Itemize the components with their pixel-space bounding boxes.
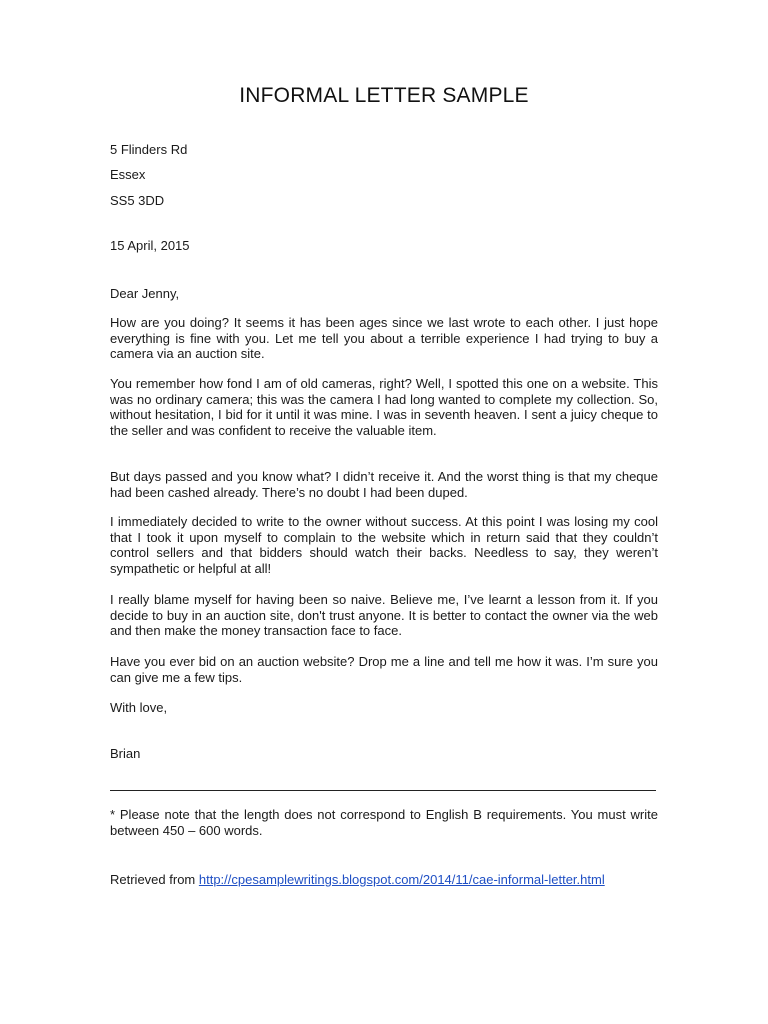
length-note: * Please note that the length does not correspond to English B requirements. You must write between 450 – 600 words.: [110, 807, 658, 838]
body-paragraph-3: But days passed and you know what? I didn’t receive it. And the worst thing is that my cheque had been cashed already. There’s no doubt I had been duped.: [110, 469, 658, 500]
body-paragraph-4: I immediately decided to write to the owner without success. At this point I was losing my cool that I took it upon myself to complain to the website which in return said that they couldn’t control sellers and that bidders should watch their backs. Needless to say, they weren’t sympathetic or helpful at all!: [110, 514, 658, 576]
letter-closing: With love,: [110, 700, 168, 715]
body-paragraph-5: I really blame myself for having been so naive. Believe me, I’ve learnt a lesson from it. If you decide to buy in an auction site, don't trust anyone. It is better to contact the owner via the web and then make the money transaction face to face.: [110, 592, 658, 638]
source-link[interactable]: http://cpesamplewritings.blogspot.com/2014/11/cae-informal-letter.html: [198, 872, 605, 887]
source-label: Retrieved from: [110, 872, 199, 887]
source-line: [110, 872, 605, 887]
address-line-1: 5 Flinders Rd: [110, 142, 188, 157]
address-line-2: Essex: [110, 167, 146, 182]
body-paragraph-2: You remember how fond I am of old cameras, right? Well, I spotted this one on a website. This was no ordinary camera; this was the camera I had long wanted to complete my collection. So, without hesitation, I bid for it until it was mine. I was in seventh heaven. I sent a juicy cheque to the seller and was confident to receive the valuable item.: [110, 376, 658, 438]
address-line-3: SS5 3DD: [110, 193, 165, 208]
letter-signature: Brian: [110, 746, 141, 761]
body-paragraph-6: Have you ever bid on an auction website? Drop me a line and tell me how it was. I’m sure you can give me a few tips.: [110, 654, 658, 685]
letter-date: 15 April, 2015: [110, 238, 190, 253]
separator-line: [110, 790, 656, 791]
letter-greeting: Dear Jenny,: [110, 286, 180, 301]
body-paragraph-1: How are you doing? It seems it has been ages since we last wrote to each other. I just hope everything is fine with you. Let me tell you about a terrible experience I had trying to buy a camera via an auction site.: [110, 315, 658, 361]
document-title: INFORMAL LETTER SAMPLE: [239, 84, 529, 107]
